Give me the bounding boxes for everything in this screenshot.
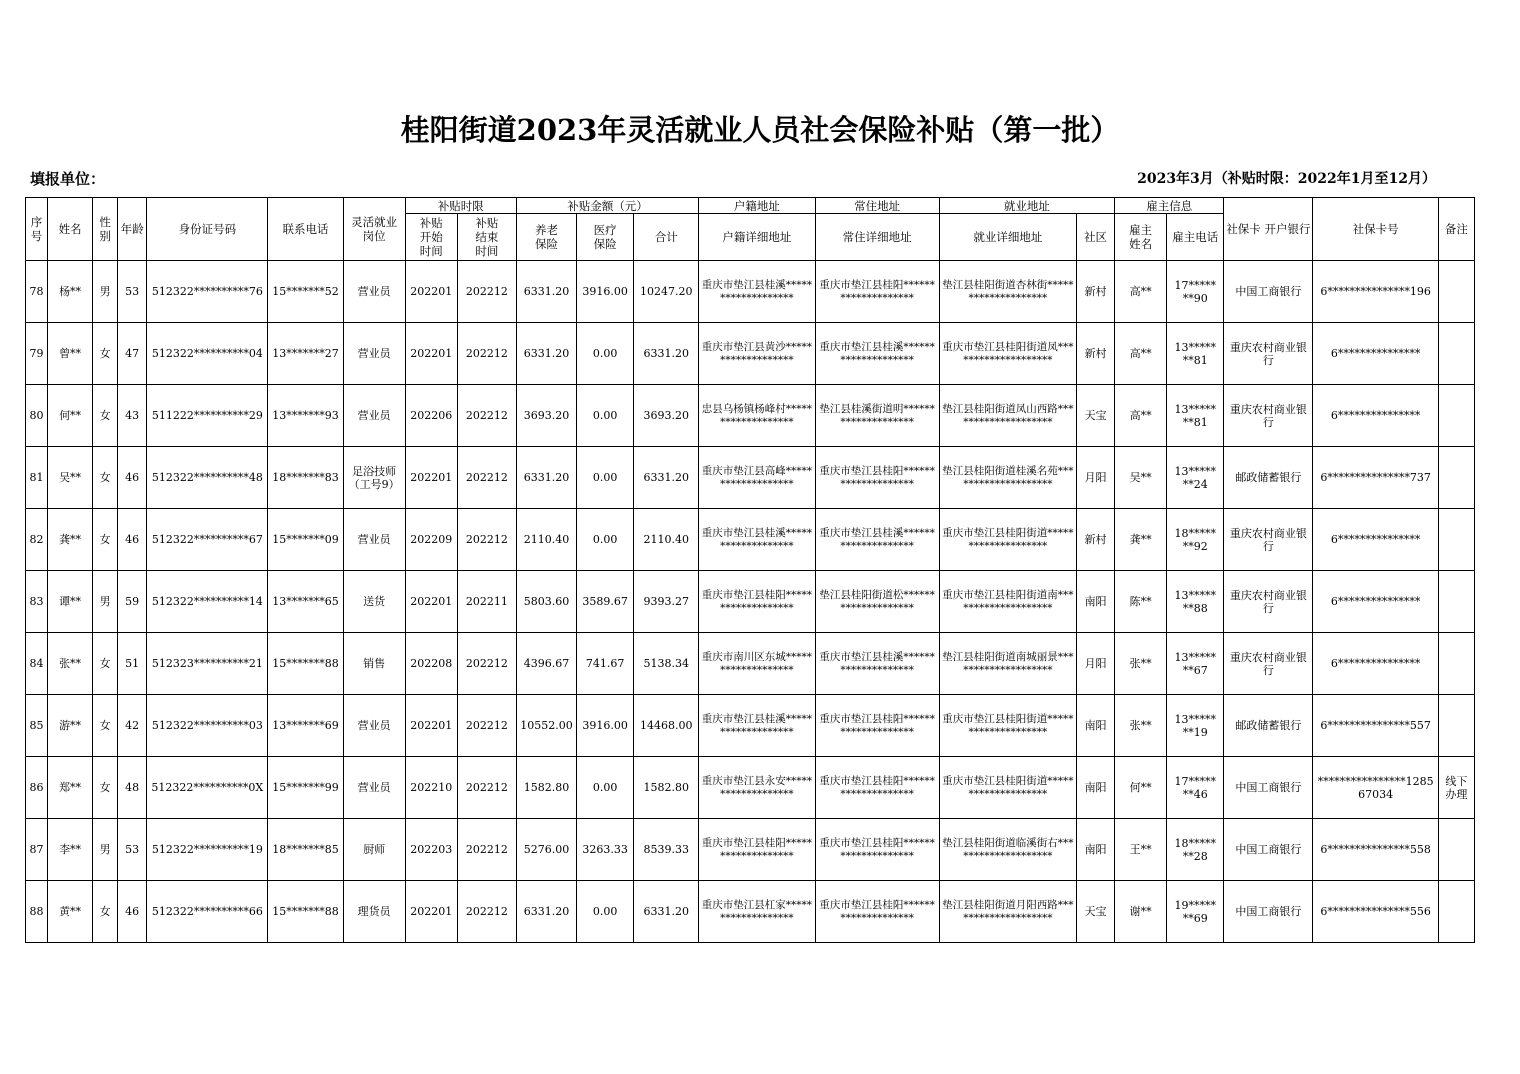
cell-start: 202201	[405, 323, 457, 385]
cell-gender: 男	[93, 819, 118, 881]
cell-name: 龚**	[48, 509, 93, 571]
header-seq: 序号	[26, 198, 48, 261]
table-row	[26, 261, 1475, 323]
header-work-group: 就业地址	[939, 198, 1114, 214]
cell-bank: 邮政储蓄银行	[1224, 447, 1313, 509]
cell-seq: 88	[26, 881, 48, 943]
cell-card: ****************128567034	[1313, 757, 1438, 819]
cell-gender: 女	[93, 323, 118, 385]
cell-community: 新村	[1077, 323, 1115, 385]
cell-end: 202212	[457, 509, 516, 571]
cell-phone: 13*******27	[268, 323, 343, 385]
cell-employer-name: 王**	[1115, 819, 1167, 881]
cell-start: 202201	[405, 447, 457, 509]
cell-employer-name: 高**	[1115, 385, 1167, 447]
header-start: 补贴开始时间	[405, 214, 457, 261]
cell-remark	[1438, 323, 1474, 385]
cell-id: 512322**********0X	[147, 757, 268, 819]
cell-bank: 重庆农村商业银行	[1224, 571, 1313, 633]
cell-huji-address: 重庆市垫江县高峰*******************	[699, 447, 815, 509]
cell-end: 202212	[457, 261, 516, 323]
cell-total: 2110.40	[634, 509, 699, 571]
cell-phone: 15*******88	[268, 881, 343, 943]
cell-phone: 15*******99	[268, 757, 343, 819]
cell-phone: 15*******52	[268, 261, 343, 323]
table-row	[26, 385, 1475, 447]
cell-bank: 重庆农村商业银行	[1224, 633, 1313, 695]
cell-start: 202201	[405, 571, 457, 633]
cell-job: 营业员	[343, 509, 405, 571]
cell-pension: 3693.20	[516, 385, 576, 447]
cell-card: 6***************	[1313, 633, 1438, 695]
cell-medical: 3263.33	[577, 819, 634, 881]
cell-pension: 6331.20	[516, 447, 576, 509]
cell-community: 天宝	[1077, 881, 1115, 943]
header-employer-name: 雇主姓名	[1115, 214, 1167, 261]
table-row	[26, 695, 1475, 757]
cell-age: 46	[118, 881, 147, 943]
cell-community: 月阳	[1077, 633, 1115, 695]
cell-gender: 女	[93, 509, 118, 571]
cell-end: 202212	[457, 695, 516, 757]
cell-gender: 女	[93, 695, 118, 757]
cell-job: 销售	[343, 633, 405, 695]
cell-age: 53	[118, 261, 147, 323]
cell-end: 202212	[457, 447, 516, 509]
cell-bank: 中国工商银行	[1224, 261, 1313, 323]
cell-phone: 18*******85	[268, 819, 343, 881]
cell-job: 营业员	[343, 261, 405, 323]
cell-name: 吴**	[48, 447, 93, 509]
cell-id: 512322**********67	[147, 509, 268, 571]
cell-remark	[1438, 881, 1474, 943]
cell-start: 202209	[405, 509, 457, 571]
cell-name: 李**	[48, 819, 93, 881]
cell-seq: 82	[26, 509, 48, 571]
cell-huji-address: 重庆市南川区东城*******************	[699, 633, 815, 695]
cell-job: 理货员	[343, 881, 405, 943]
cell-employer-phone: 13*******81	[1167, 385, 1224, 447]
cell-medical: 0.00	[577, 447, 634, 509]
cell-work-address: 垫江县桂阳街道月阳西路********************	[939, 881, 1076, 943]
cell-age: 42	[118, 695, 147, 757]
cell-bank: 重庆农村商业银行	[1224, 323, 1313, 385]
cell-name: 黄**	[48, 881, 93, 943]
cell-job: 厨师	[343, 819, 405, 881]
cell-employer-name: 张**	[1115, 633, 1167, 695]
cell-community: 新村	[1077, 261, 1115, 323]
cell-age: 53	[118, 819, 147, 881]
cell-bank: 中国工商银行	[1224, 881, 1313, 943]
cell-community: 新村	[1077, 509, 1115, 571]
cell-seq: 83	[26, 571, 48, 633]
cell-card: 6***************	[1313, 509, 1438, 571]
cell-id: 512322**********48	[147, 447, 268, 509]
cell-id: 512323**********21	[147, 633, 268, 695]
cell-card: 6***************557	[1313, 695, 1438, 757]
cell-phone: 18*******83	[268, 447, 343, 509]
cell-name: 何**	[48, 385, 93, 447]
cell-medical: 3916.00	[577, 695, 634, 757]
cell-employer-phone: 17*******46	[1167, 757, 1224, 819]
cell-residence-address: 垫江县桂溪街道明********************	[815, 385, 939, 447]
cell-employer-phone: 17*******90	[1167, 261, 1224, 323]
cell-id: 512322**********66	[147, 881, 268, 943]
cell-huji-address: 重庆市垫江县桂阳*******************	[699, 819, 815, 881]
cell-start: 202201	[405, 261, 457, 323]
cell-work-address: 垫江县桂阳街道南城丽景********************	[939, 633, 1076, 695]
cell-phone: 13*******69	[268, 695, 343, 757]
cell-residence-address: 重庆市垫江县桂阳********************	[815, 757, 939, 819]
cell-total: 6331.20	[634, 881, 699, 943]
cell-bank: 中国工商银行	[1224, 819, 1313, 881]
cell-age: 47	[118, 323, 147, 385]
cell-employer-name: 吴**	[1115, 447, 1167, 509]
page-title: 桂阳街道2023年灵活就业人员社会保险补贴（第一批）	[400, 113, 1120, 147]
cell-phone: 15*******09	[268, 509, 343, 571]
cell-start: 202210	[405, 757, 457, 819]
cell-work-address: 垫江县桂阳街道凤山西路********************	[939, 385, 1076, 447]
cell-total: 8539.33	[634, 819, 699, 881]
cell-community: 南阳	[1077, 571, 1115, 633]
cell-start: 202206	[405, 385, 457, 447]
cell-name: 张**	[48, 633, 93, 695]
cell-work-address: 重庆市垫江县桂阳街道凤********************	[939, 323, 1076, 385]
table-row	[26, 571, 1475, 633]
header-total: 合计	[634, 214, 699, 261]
cell-pension: 4396.67	[516, 633, 576, 695]
cell-job: 营业员	[343, 385, 405, 447]
header-community: 社区	[1077, 214, 1115, 261]
cell-employer-name: 陈**	[1115, 571, 1167, 633]
cell-end: 202212	[457, 385, 516, 447]
cell-remark	[1438, 385, 1474, 447]
reporting-unit-label: 填报单位：	[30, 170, 106, 188]
header-residence-detail: 常住详细地址	[815, 214, 939, 261]
cell-age: 59	[118, 571, 147, 633]
header-card: 社保卡号	[1313, 198, 1438, 261]
header-phone: 联系电话	[268, 198, 343, 261]
cell-remark	[1438, 261, 1474, 323]
cell-employer-name: 龚**	[1115, 509, 1167, 571]
cell-bank: 中国工商银行	[1224, 757, 1313, 819]
cell-age: 46	[118, 509, 147, 571]
header-age: 年龄	[118, 198, 147, 261]
cell-residence-address: 重庆市垫江县桂溪********************	[815, 509, 939, 571]
cell-name: 曾**	[48, 323, 93, 385]
header-employer-phone: 雇主电话	[1167, 214, 1224, 261]
cell-medical: 3589.67	[577, 571, 634, 633]
cell-end: 202212	[457, 633, 516, 695]
cell-job: 营业员	[343, 757, 405, 819]
cell-remark	[1438, 633, 1474, 695]
cell-age: 46	[118, 447, 147, 509]
header-bank: 社保卡 开户银行	[1224, 198, 1313, 261]
cell-card: 6***************	[1313, 323, 1438, 385]
cell-employer-phone: 13*******81	[1167, 323, 1224, 385]
cell-medical: 3916.00	[577, 261, 634, 323]
cell-remark: 线下办理	[1438, 757, 1474, 819]
cell-huji-address: 重庆市垫江县杠家*******************	[699, 881, 815, 943]
cell-seq: 86	[26, 757, 48, 819]
cell-huji-address: 重庆市垫江县桂溪*******************	[699, 695, 815, 757]
header-period-group: 补贴时限	[405, 198, 516, 214]
cell-bank: 邮政储蓄银行	[1224, 695, 1313, 757]
cell-gender: 男	[93, 261, 118, 323]
cell-work-address: 重庆市垫江县桂阳街道********************	[939, 695, 1076, 757]
cell-end: 202212	[457, 881, 516, 943]
header-huji-group: 户籍地址	[699, 198, 815, 214]
cell-gender: 女	[93, 447, 118, 509]
cell-community: 南阳	[1077, 819, 1115, 881]
table-row	[26, 633, 1475, 695]
cell-name: 郑**	[48, 757, 93, 819]
cell-card: 6***************	[1313, 571, 1438, 633]
cell-name: 谭**	[48, 571, 93, 633]
cell-medical: 0.00	[577, 385, 634, 447]
cell-gender: 女	[93, 385, 118, 447]
header-medical: 医疗保险	[577, 214, 634, 261]
cell-employer-name: 高**	[1115, 261, 1167, 323]
cell-residence-address: 重庆市垫江县桂阳********************	[815, 881, 939, 943]
cell-residence-address: 重庆市垫江县桂阳********************	[815, 695, 939, 757]
cell-start: 202201	[405, 881, 457, 943]
cell-medical: 0.00	[577, 881, 634, 943]
cell-id: 512322**********04	[147, 323, 268, 385]
cell-age: 51	[118, 633, 147, 695]
cell-pension: 5803.60	[516, 571, 576, 633]
table-row	[26, 819, 1475, 881]
cell-gender: 女	[93, 757, 118, 819]
cell-name: 游**	[48, 695, 93, 757]
cell-medical: 0.00	[577, 323, 634, 385]
cell-huji-address: 重庆市垫江县桂阳*******************	[699, 571, 815, 633]
header-employer-group: 雇主信息	[1115, 198, 1224, 214]
table-row	[26, 757, 1475, 819]
cell-pension: 1582.80	[516, 757, 576, 819]
cell-pension: 6331.20	[516, 323, 576, 385]
cell-card: 6***************558	[1313, 819, 1438, 881]
cell-residence-address: 重庆市垫江县桂溪********************	[815, 633, 939, 695]
cell-remark	[1438, 695, 1474, 757]
cell-residence-address: 重庆市垫江县桂溪********************	[815, 323, 939, 385]
cell-end: 202212	[457, 819, 516, 881]
cell-start: 202203	[405, 819, 457, 881]
cell-seq: 79	[26, 323, 48, 385]
cell-work-address: 垫江县桂阳街道临溪街右********************	[939, 819, 1076, 881]
cell-pension: 6331.20	[516, 881, 576, 943]
cell-community: 天宝	[1077, 385, 1115, 447]
cell-total: 9393.27	[634, 571, 699, 633]
cell-bank: 重庆农村商业银行	[1224, 509, 1313, 571]
cell-work-address: 重庆市垫江县桂阳街道南********************	[939, 571, 1076, 633]
cell-gender: 女	[93, 633, 118, 695]
cell-remark	[1438, 447, 1474, 509]
cell-work-address: 重庆市垫江县桂阳街道********************	[939, 757, 1076, 819]
header-name: 姓名	[48, 198, 93, 261]
cell-employer-phone: 18*******92	[1167, 509, 1224, 571]
cell-employer-phone: 13*******88	[1167, 571, 1224, 633]
cell-phone: 13*******65	[268, 571, 343, 633]
header-gender: 性别	[93, 198, 118, 261]
table-row	[26, 323, 1475, 385]
cell-residence-address: 重庆市垫江县桂阳********************	[815, 261, 939, 323]
cell-employer-name: 张**	[1115, 695, 1167, 757]
cell-pension: 5276.00	[516, 819, 576, 881]
cell-huji-address: 重庆市垫江县桂溪*******************	[699, 509, 815, 571]
cell-residence-address: 重庆市垫江县桂阳********************	[815, 447, 939, 509]
cell-medical: 741.67	[577, 633, 634, 695]
cell-huji-address: 重庆市垫江县桂溪*******************	[699, 261, 815, 323]
cell-age: 48	[118, 757, 147, 819]
cell-card: 6***************556	[1313, 881, 1438, 943]
cell-employer-phone: 19*******69	[1167, 881, 1224, 943]
cell-job: 营业员	[343, 695, 405, 757]
cell-gender: 男	[93, 571, 118, 633]
subsidy-table	[25, 197, 1475, 943]
cell-id: 512322**********14	[147, 571, 268, 633]
cell-name: 杨**	[48, 261, 93, 323]
cell-job: 送货	[343, 571, 405, 633]
cell-total: 1582.80	[634, 757, 699, 819]
cell-seq: 84	[26, 633, 48, 695]
cell-start: 202208	[405, 633, 457, 695]
cell-total: 3693.20	[634, 385, 699, 447]
cell-total: 6331.20	[634, 323, 699, 385]
cell-remark	[1438, 819, 1474, 881]
period-label: 2023年3月（补贴时限：2022年1月至12月）	[1137, 171, 1436, 187]
header-pension: 养老保险	[516, 214, 576, 261]
table-row	[26, 509, 1475, 571]
cell-employer-name: 何**	[1115, 757, 1167, 819]
cell-medical: 0.00	[577, 509, 634, 571]
cell-id: 511222**********29	[147, 385, 268, 447]
cell-job: 营业员	[343, 323, 405, 385]
cell-seq: 85	[26, 695, 48, 757]
cell-card: 6***************737	[1313, 447, 1438, 509]
cell-huji-address: 重庆市垫江县永安*******************	[699, 757, 815, 819]
header-work-detail: 就业详细地址	[939, 214, 1076, 261]
header-huji-detail: 户籍详细地址	[699, 214, 815, 261]
cell-huji-address: 忠县乌杨镇杨峰村*******************	[699, 385, 815, 447]
cell-age: 43	[118, 385, 147, 447]
table-row	[26, 881, 1475, 943]
table-row	[26, 447, 1475, 509]
cell-end: 202212	[457, 323, 516, 385]
cell-community: 南阳	[1077, 695, 1115, 757]
header-amount-group: 补贴金额（元）	[516, 198, 698, 214]
cell-total: 10247.20	[634, 261, 699, 323]
cell-phone: 13*******93	[268, 385, 343, 447]
cell-total: 14468.00	[634, 695, 699, 757]
cell-card: 6***************	[1313, 385, 1438, 447]
cell-total: 5138.34	[634, 633, 699, 695]
header-residence-group: 常住地址	[815, 198, 939, 214]
cell-seq: 87	[26, 819, 48, 881]
cell-start: 202201	[405, 695, 457, 757]
cell-medical: 0.00	[577, 757, 634, 819]
cell-end: 202212	[457, 757, 516, 819]
cell-seq: 78	[26, 261, 48, 323]
cell-phone: 15*******88	[268, 633, 343, 695]
cell-pension: 2110.40	[516, 509, 576, 571]
cell-remark	[1438, 509, 1474, 571]
cell-employer-name: 谢**	[1115, 881, 1167, 943]
cell-residence-address: 垫江县桂阳街道松********************	[815, 571, 939, 633]
cell-remark	[1438, 571, 1474, 633]
cell-card: 6***************196	[1313, 261, 1438, 323]
cell-job: 足浴技师（工号9）	[343, 447, 405, 509]
cell-work-address: 重庆市垫江县桂阳街道********************	[939, 509, 1076, 571]
cell-seq: 81	[26, 447, 48, 509]
cell-end: 202211	[457, 571, 516, 633]
cell-seq: 80	[26, 385, 48, 447]
cell-residence-address: 重庆市垫江县桂阳********************	[815, 819, 939, 881]
cell-id: 512322**********19	[147, 819, 268, 881]
cell-employer-phone: 13*******19	[1167, 695, 1224, 757]
cell-id: 512322**********03	[147, 695, 268, 757]
cell-work-address: 垫江县桂阳街道桂溪名苑********************	[939, 447, 1076, 509]
cell-bank: 重庆农村商业银行	[1224, 385, 1313, 447]
cell-total: 6331.20	[634, 447, 699, 509]
cell-gender: 女	[93, 881, 118, 943]
cell-id: 512322**********76	[147, 261, 268, 323]
cell-employer-name: 高**	[1115, 323, 1167, 385]
cell-pension: 10552.00	[516, 695, 576, 757]
cell-employer-phone: 18*******28	[1167, 819, 1224, 881]
header-end: 补贴结束时间	[457, 214, 516, 261]
cell-pension: 6331.20	[516, 261, 576, 323]
cell-community: 南阳	[1077, 757, 1115, 819]
cell-community: 月阳	[1077, 447, 1115, 509]
cell-work-address: 垫江县桂阳街道杏林街********************	[939, 261, 1076, 323]
header-id: 身份证号码	[147, 198, 268, 261]
header-job: 灵活就业岗位	[343, 198, 405, 261]
header-remark: 备注	[1438, 198, 1474, 261]
cell-huji-address: 重庆市垫江县黄沙*******************	[699, 323, 815, 385]
cell-employer-phone: 13*******67	[1167, 633, 1224, 695]
cell-employer-phone: 13*******24	[1167, 447, 1224, 509]
